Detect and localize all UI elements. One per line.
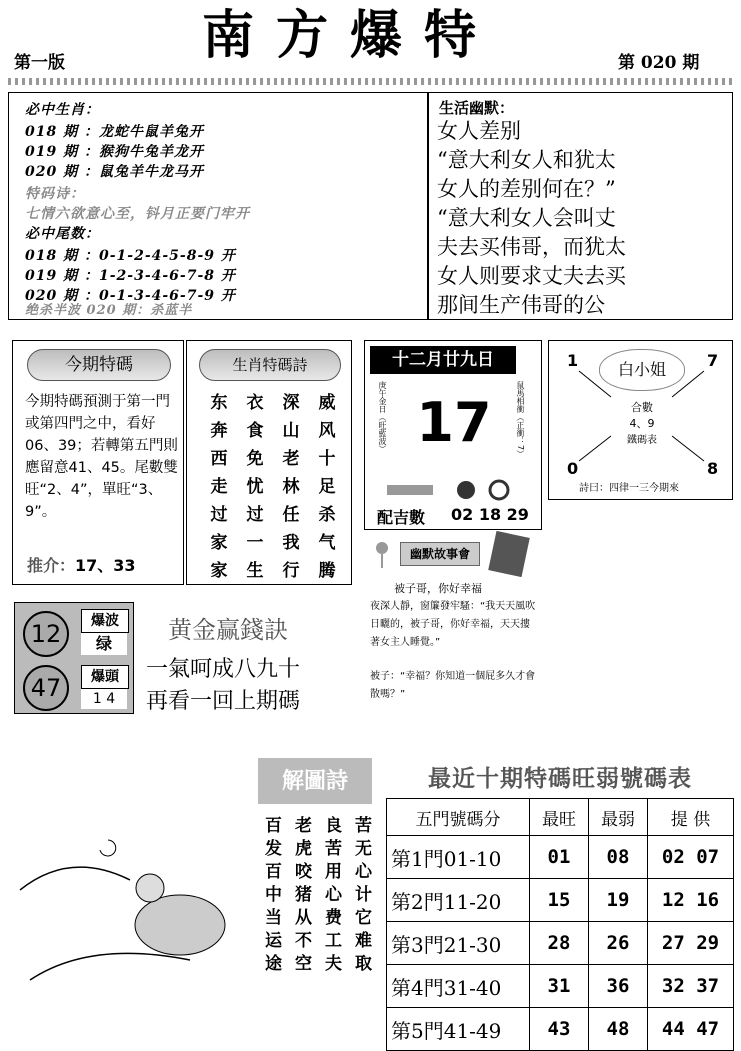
hot-cell: 31 bbox=[530, 965, 589, 1008]
poem-char: 家 bbox=[210, 533, 228, 553]
tail-line: 019 期 ：1-2-3-4-6-7-8 开 bbox=[25, 268, 236, 284]
poem-char: 气 bbox=[318, 533, 336, 553]
provide-cell: 44 47 bbox=[648, 1008, 734, 1051]
stats-title: 最近十期特碼旺弱號碼表 bbox=[428, 765, 692, 792]
tail-line: 018 期 ：0-1-2-4-5-8-9 开 bbox=[25, 248, 236, 264]
table-row bbox=[387, 879, 734, 922]
humor-line: 女人的差别何在？” bbox=[437, 177, 616, 201]
recommend-value: 17、33 bbox=[75, 556, 136, 575]
humor-story-subtitle: 被子哥，你好幸福 bbox=[394, 582, 482, 595]
poem-char: 行 bbox=[282, 561, 300, 581]
header-divider bbox=[8, 78, 733, 85]
page-title: 南方爆特 bbox=[201, 5, 498, 66]
miss-white-title: 白小姐 bbox=[599, 349, 685, 391]
table-row bbox=[387, 965, 734, 1008]
humor-story-paragraph: 被子：“幸福？你知道一個屁多久才會散嗎？” bbox=[370, 671, 536, 700]
poem-char: 任 bbox=[282, 505, 300, 525]
poem-char: 林 bbox=[282, 477, 300, 497]
poem-char: 风 bbox=[318, 421, 336, 441]
puzzle-poem-column: 老虎咬猪从不空 bbox=[291, 816, 311, 977]
poem-char: 腾 bbox=[318, 561, 336, 581]
poem-line: 七情六欲意心至，钭月正要门牢开 bbox=[25, 206, 250, 222]
poem-char: 深 bbox=[282, 393, 300, 413]
kill-line: 绝杀半波 020 期：杀蓝半 bbox=[25, 303, 193, 318]
range-cell: 第3門21-30 bbox=[387, 922, 530, 965]
zodiac-line: 020 期 ：鼠兔羊牛龙马开 bbox=[25, 164, 204, 180]
calendar-right-note: 鼠馬相衝（正衝：7） bbox=[516, 381, 525, 459]
corner-number: 0 bbox=[567, 459, 579, 478]
calendar-left-note: 庚午金日（旺藍波） bbox=[378, 381, 387, 453]
poem-char: 奔 bbox=[210, 421, 228, 441]
cold-cell: 36 bbox=[589, 965, 648, 1008]
table-row bbox=[387, 1008, 734, 1051]
lucky-numbers: 02 18 29 bbox=[451, 505, 529, 524]
gold-tips-title: 黄金赢錢訣 bbox=[168, 616, 288, 644]
zodiac-heading: 必中生肖： bbox=[25, 102, 100, 118]
humor-panel bbox=[428, 92, 733, 320]
tail-heading: 必中尾数： bbox=[25, 226, 100, 242]
rat-cartoon-icon bbox=[10, 830, 250, 1000]
column-header: 提 供 bbox=[648, 799, 734, 836]
poem-char: 足 bbox=[318, 477, 336, 497]
poem-char: 衣 bbox=[246, 393, 264, 413]
poem-char: 杀 bbox=[318, 505, 336, 525]
poem-heading: 特码诗： bbox=[25, 186, 85, 202]
miss-white-poem: 詩曰：四律一三今期來 bbox=[579, 483, 679, 494]
lucky-label: 配吉數 bbox=[377, 508, 426, 527]
poem-char: 东 bbox=[210, 393, 228, 413]
edition-label: 第一版 bbox=[14, 53, 65, 73]
flower-icon bbox=[368, 538, 396, 568]
tail-line: 020 期 ：0-1-3-4-6-7-9 开 bbox=[25, 288, 236, 304]
poem-char: 西 bbox=[210, 449, 228, 469]
zodiac-line: 019 期 ：猴狗牛兔羊龙开 bbox=[25, 144, 204, 160]
table-row bbox=[387, 922, 734, 965]
humor-line: “意大利女人会叫丈 bbox=[437, 206, 616, 230]
poem-char: 免 bbox=[246, 449, 264, 469]
corner-number: 1 bbox=[567, 351, 579, 370]
poem-char: 忧 bbox=[246, 477, 264, 497]
humor-story-paragraph: 夜深人靜，窗簾發牢騷：“我天天風吹日曬的，被子哥，你好幸福，天天摟著女主人睡覺。” bbox=[370, 601, 536, 648]
provide-cell: 32 37 bbox=[648, 965, 734, 1008]
recommend-label: 推介： bbox=[27, 556, 76, 575]
humor-story-title: 幽默故事會 bbox=[400, 542, 480, 566]
zodiac-panel bbox=[8, 92, 428, 320]
humor-line: 夫去买伟哥，而犹太 bbox=[437, 235, 626, 259]
zodiac-animals-icon bbox=[381, 479, 521, 501]
column-header: 最弱 bbox=[589, 799, 648, 836]
center-value: 4、9 bbox=[629, 417, 655, 430]
gold-tips-line: 一氣呵成八九十 bbox=[146, 657, 301, 682]
zodiac-poem-badge: 生肖特碼詩 bbox=[199, 349, 341, 381]
cold-cell: 26 bbox=[589, 922, 648, 965]
head-number: 47 bbox=[23, 665, 69, 711]
poem-char: 食 bbox=[246, 421, 264, 441]
special-code-panel bbox=[12, 340, 184, 585]
range-cell: 第5門41-49 bbox=[387, 1008, 530, 1051]
puzzle-poem-title: 解圖詩 bbox=[258, 758, 372, 804]
wave-value: 绿 bbox=[81, 633, 127, 655]
book-icon bbox=[488, 531, 530, 577]
calendar-date: 十二月廿九日 bbox=[370, 346, 516, 374]
stats-table bbox=[386, 798, 734, 1051]
poem-char: 一 bbox=[246, 533, 264, 553]
cold-cell: 19 bbox=[589, 879, 648, 922]
corner-number: 7 bbox=[707, 351, 719, 370]
hot-cell: 15 bbox=[530, 879, 589, 922]
poem-char: 我 bbox=[282, 533, 300, 553]
gold-tips-line: 再看一回上期碼 bbox=[146, 689, 301, 714]
humor-heading: 生活幽默： bbox=[439, 99, 515, 117]
calendar-panel bbox=[364, 340, 542, 530]
poem-char: 过 bbox=[210, 505, 228, 525]
hot-cell: 01 bbox=[530, 836, 589, 879]
provide-cell: 27 29 bbox=[648, 922, 734, 965]
poem-char: 过 bbox=[246, 505, 264, 525]
special-code-text: 今期特碼預測于第一門或第四門之中，看好06、39；若轉第五門則應留意41、45。尾數雙旺“2、4”，單旺“3、9”。 bbox=[25, 394, 178, 520]
calendar-day: 17 bbox=[416, 391, 492, 454]
head-value: 1 4 bbox=[81, 689, 127, 709]
poem-char: 家 bbox=[210, 561, 228, 581]
center-label: 合數 bbox=[631, 401, 653, 414]
issue-number: 第 020 期 bbox=[618, 53, 700, 73]
wave-number: 12 bbox=[23, 611, 69, 657]
gold-tips-panel bbox=[136, 602, 348, 714]
zodiac-poem-grid bbox=[201, 389, 357, 585]
puzzle-poem-column: 苦无心计它难取 bbox=[351, 816, 371, 977]
recommend-row bbox=[27, 553, 136, 576]
poem-char: 十 bbox=[318, 449, 336, 469]
range-cell: 第1門01-10 bbox=[387, 836, 530, 879]
wave-label: 爆波 bbox=[81, 609, 129, 633]
puzzle-poem-column: 百发百中当运途 bbox=[261, 816, 281, 977]
humor-line: “意大利女人和犹太 bbox=[437, 148, 616, 172]
humor-line: 女人则要求丈夫去买 bbox=[437, 264, 626, 288]
wave-head-panel bbox=[14, 602, 134, 714]
humor-line: 女人差别 bbox=[437, 119, 521, 143]
miss-white-panel bbox=[548, 340, 733, 500]
column-header: 五門號碼分 bbox=[387, 799, 530, 836]
column-header: 最旺 bbox=[530, 799, 589, 836]
table-header-row bbox=[387, 799, 734, 836]
range-cell: 第2門11-20 bbox=[387, 879, 530, 922]
hot-cell: 43 bbox=[530, 1008, 589, 1051]
center-sub: 鐵碼表 bbox=[627, 435, 657, 446]
humor-story-panel bbox=[364, 530, 542, 715]
puzzle-poem-panel bbox=[250, 758, 380, 1020]
table-row bbox=[387, 836, 734, 879]
cold-cell: 48 bbox=[589, 1008, 648, 1051]
special-code-badge: 今期特碼 bbox=[27, 349, 171, 381]
poem-char: 生 bbox=[246, 561, 264, 581]
poem-char: 老 bbox=[282, 449, 300, 469]
zodiac-poem-panel bbox=[186, 340, 352, 585]
humor-line: 那间生产伟哥的公 bbox=[437, 293, 605, 317]
poem-char: 走 bbox=[210, 477, 228, 497]
corner-number: 8 bbox=[707, 459, 719, 478]
poem-char: 山 bbox=[282, 421, 300, 441]
provide-cell: 02 07 bbox=[648, 836, 734, 879]
hot-cell: 28 bbox=[530, 922, 589, 965]
poem-char: 威 bbox=[318, 393, 336, 413]
range-cell: 第4門31-40 bbox=[387, 965, 530, 1008]
cold-cell: 08 bbox=[589, 836, 648, 879]
zodiac-line: 018 期 ：龙蛇牛鼠羊兔开 bbox=[25, 124, 204, 140]
puzzle-poem-column: 良苦用心费工夫 bbox=[321, 816, 341, 977]
head-label: 爆頭 bbox=[81, 665, 129, 689]
provide-cell: 12 16 bbox=[648, 879, 734, 922]
